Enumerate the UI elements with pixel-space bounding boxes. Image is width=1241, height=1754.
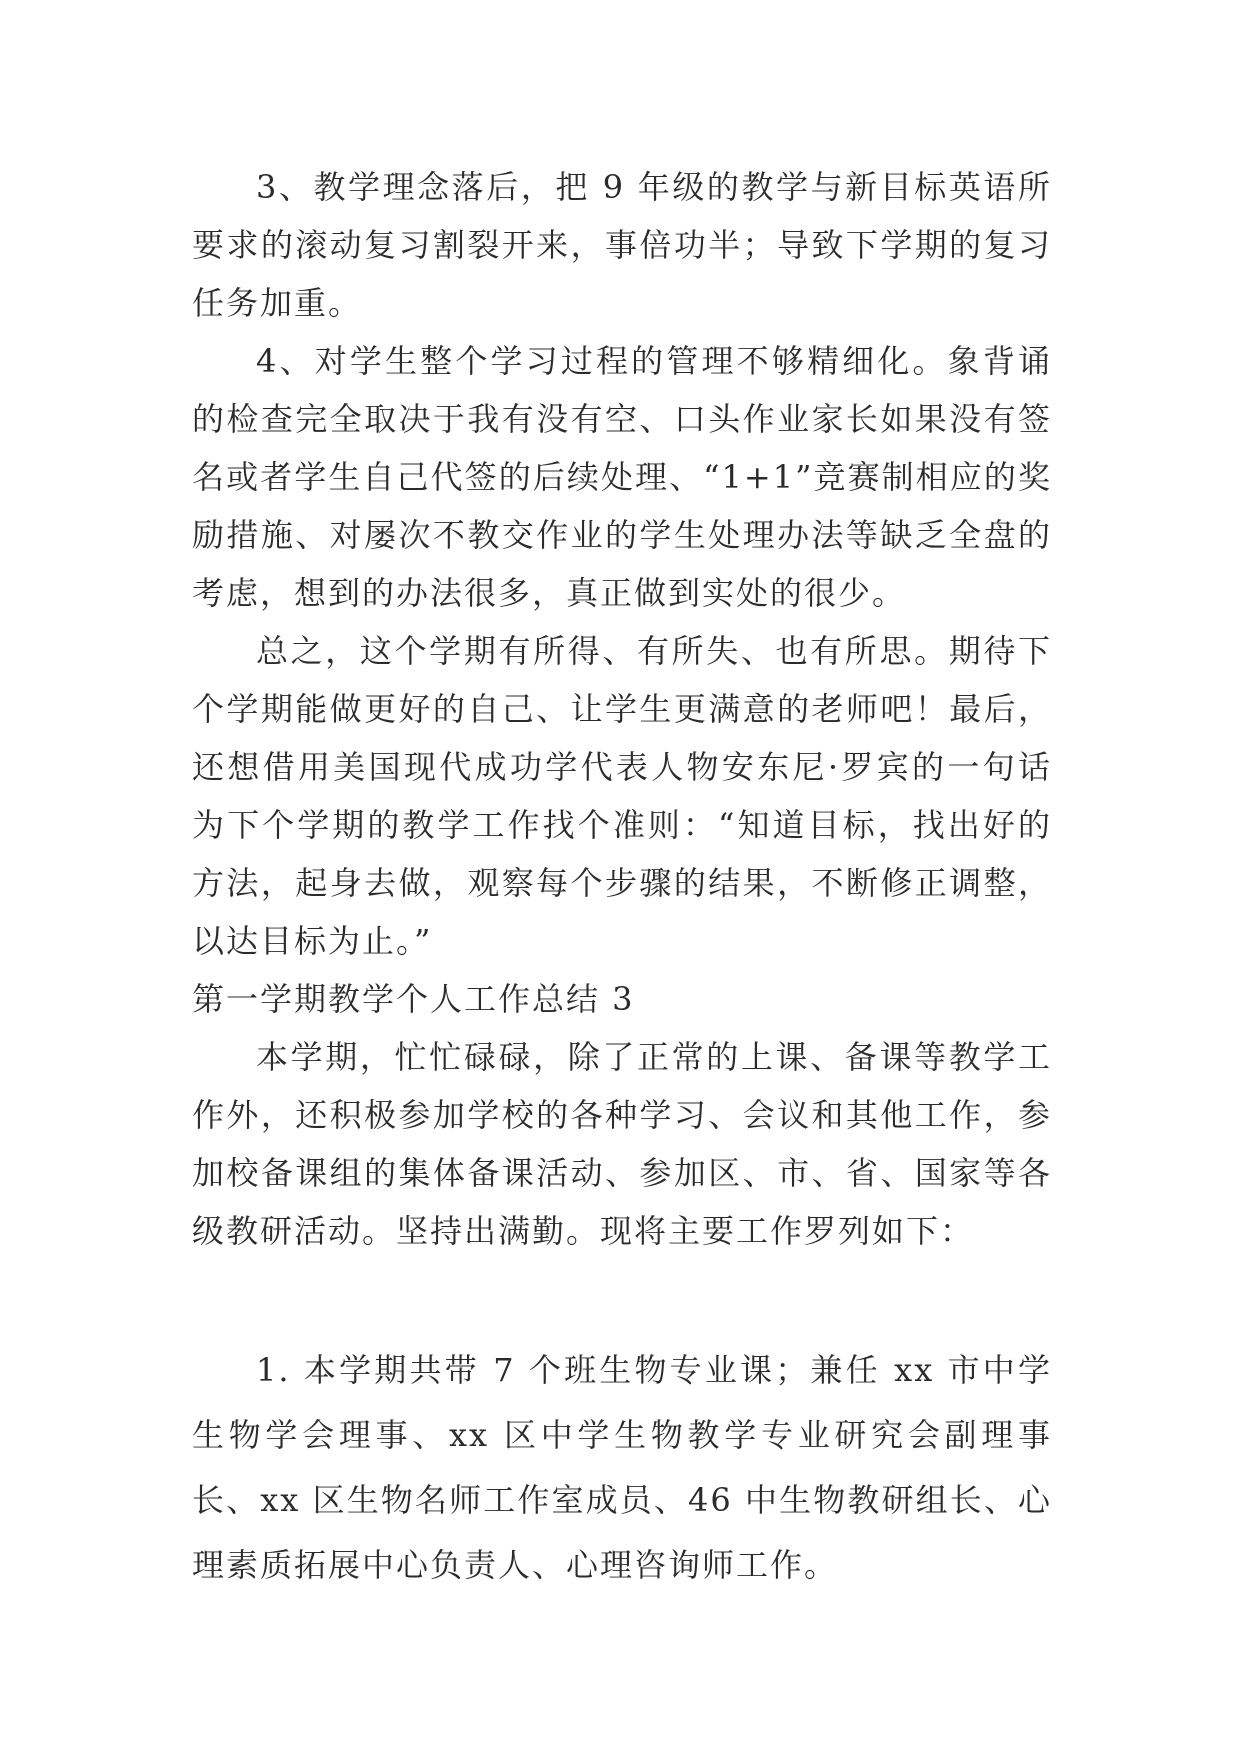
paragraph-item-3: 3、教学理念落后，把 9 年级的教学与新目标英语所要求的滚动复习割裂开来，事倍功半；导致下学期的复习任务加重。	[192, 168, 1052, 322]
paragraph-gap	[192, 1260, 1052, 1338]
paragraph-intro: 本学期，忙忙碌碌，除了正常的上课、备课等教学工作外，还积极参加学校的各种学习、会议和其他工作，参加校备课组的集体备课活动、参加区、市、省、国家等各级教研活动。坚持出满勤。现将主要工作罗列如下：	[192, 1038, 1052, 1250]
document-body	[192, 158, 1052, 1598]
paragraph-item-4: 4、对学生整个学习过程的管理不够精细化。象背诵的检查完全取决于我有没有空、口头作业家长如果没有签名或者学生自己代签的后续处理、“1+1”竞赛制相应的奖励措施、对屡次不教交作业的学生处理办法等缺乏全盘的考虑，想到的办法很多，真正做到实处的很少。	[192, 342, 1052, 612]
paragraph-conclusion: 总之，这个学期有所得、有所失、也有所思。期待下个学期能做更好的自己、让学生更满意的老师吧！最后，还想借用美国现代成功学代表人物安东尼·罗宾的一句话为下个学期的教学工作找个准则：“知道目标，找出好的方法，起身去做，观察每个步骤的结果，不断修正调整，以达目标为止。”	[192, 632, 1052, 960]
section-heading: 第一学期教学个人工作总结 3	[192, 980, 635, 1018]
paragraph-list-item-1: 1. 本学期共带 7 个班生物专业课；兼任 xx 市中学生物学会理事、xx 区中学生物教学专业研究会副理事长、xx 区生物名师工作室成员、46 中生物教研组长、心理素质拓展中心负责人、心理咨询师工作。	[192, 1351, 1052, 1584]
